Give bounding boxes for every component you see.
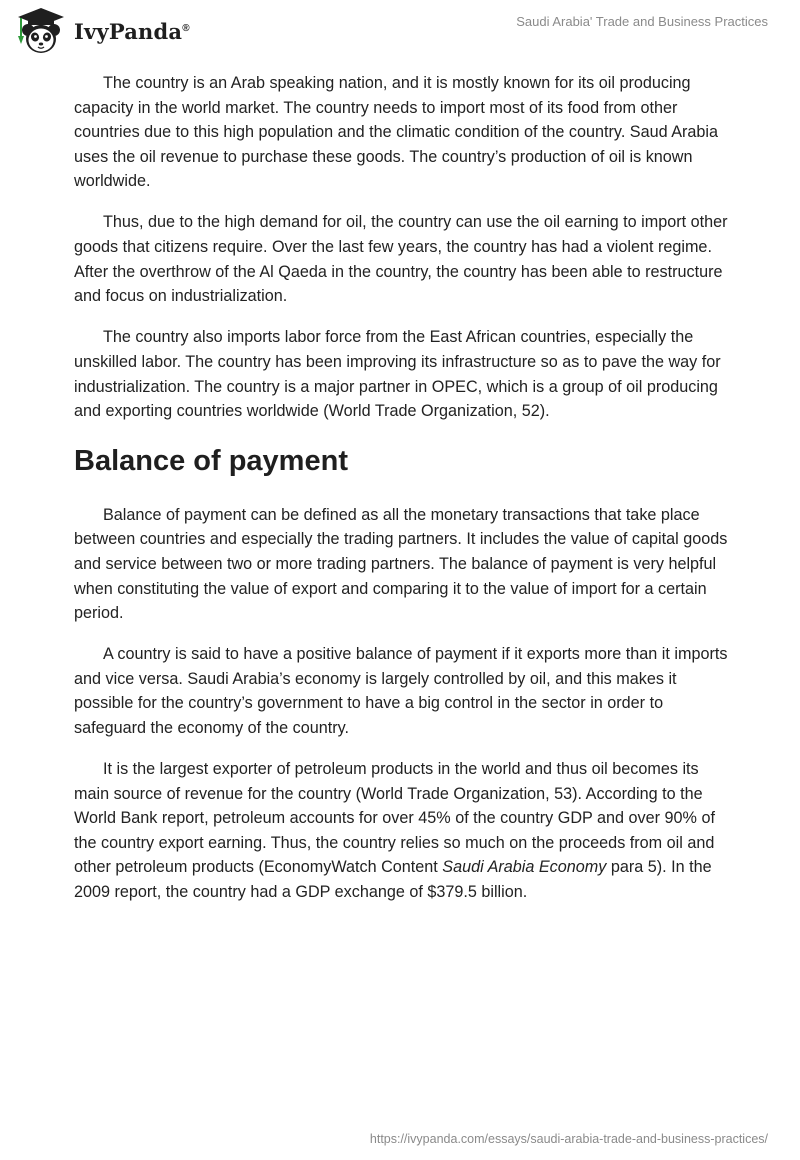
logo[interactable] bbox=[14, 6, 190, 56]
paragraph-5: A country is said to have a positive balance of payment if it exports more than it imports and vice versa. Saudi Arabia’s economy is largely controlled by oil, and this makes it possible for the country’s government to have a big control in the sector in order to safeguard the economy of the country. bbox=[74, 645, 728, 737]
paragraph-2: Thus, due to the high demand for oil, the country can use the oil earning to import other goods that citizens require. Over the last few years, the country has had a violent regime. After the overthrow of the Al Qaeda in the country, the country has been able to restructure and focus on industrialization. bbox=[74, 213, 728, 306]
section-heading: Balance of payment bbox=[74, 444, 348, 477]
citation-title: Saudi Arabia Economy bbox=[442, 858, 607, 877]
logo-text: IvyPanda® bbox=[74, 18, 190, 44]
paragraph-1: The country is an Arab speaking nation, and it is mostly known for its oil producing capacity in the world market. The country needs to import most of its food from other countries due to this high population and the climatic condition of the country. Saud Arabia uses the oil revenue to purchase these goods. The country’s production of oil is known worldwide. bbox=[74, 74, 719, 191]
paragraph-6-text-b: para 5). In the 2009 report, the country had a GDP exchange of $379.5 billion. bbox=[74, 858, 712, 902]
paragraph-6-text-a: It is the largest exporter of petroleum products in the world and thus oil becomes its main source of revenue for the country (World Trade Organization, 53). According to the World Bank report, petroleum accounts for over 45% of the country GDP and over 90% of the country export earning. Thus, the country relies so much on the proceeds from oil and other petroleum products (EconomyWatch Content bbox=[74, 760, 715, 877]
source-url-link[interactable]: https://ivypanda.com/essays/saudi-arabia-trade-and-business-practices/ bbox=[369, 1132, 768, 1146]
registered-mark: ® bbox=[182, 22, 190, 34]
page-header bbox=[0, 0, 800, 60]
panda-graduate-icon bbox=[14, 6, 68, 56]
paragraph-4: Balance of payment can be defined as all the monetary transactions that take place between countries and especially the trading partners. It includes the value of capital goods and service between two or more trading partners. The balance of payment is very helpful when constituting the value of export and comparing it to the value of import for a certain period. bbox=[74, 505, 728, 623]
essay-body bbox=[74, 71, 730, 921]
document-title: Saudi Arabia' Trade and Business Practices bbox=[516, 14, 768, 29]
paragraph-6 bbox=[74, 757, 730, 905]
paragraph-3: The country also imports labor force from the East African countries, especially the unskilled labor. The country has been improving its infrastructure so as to pave the way for industrialization. The country is a major partner in OPEC, which is a group of oil producing and exporting countries worldwide (World Trade Organization, 52). bbox=[74, 328, 721, 421]
